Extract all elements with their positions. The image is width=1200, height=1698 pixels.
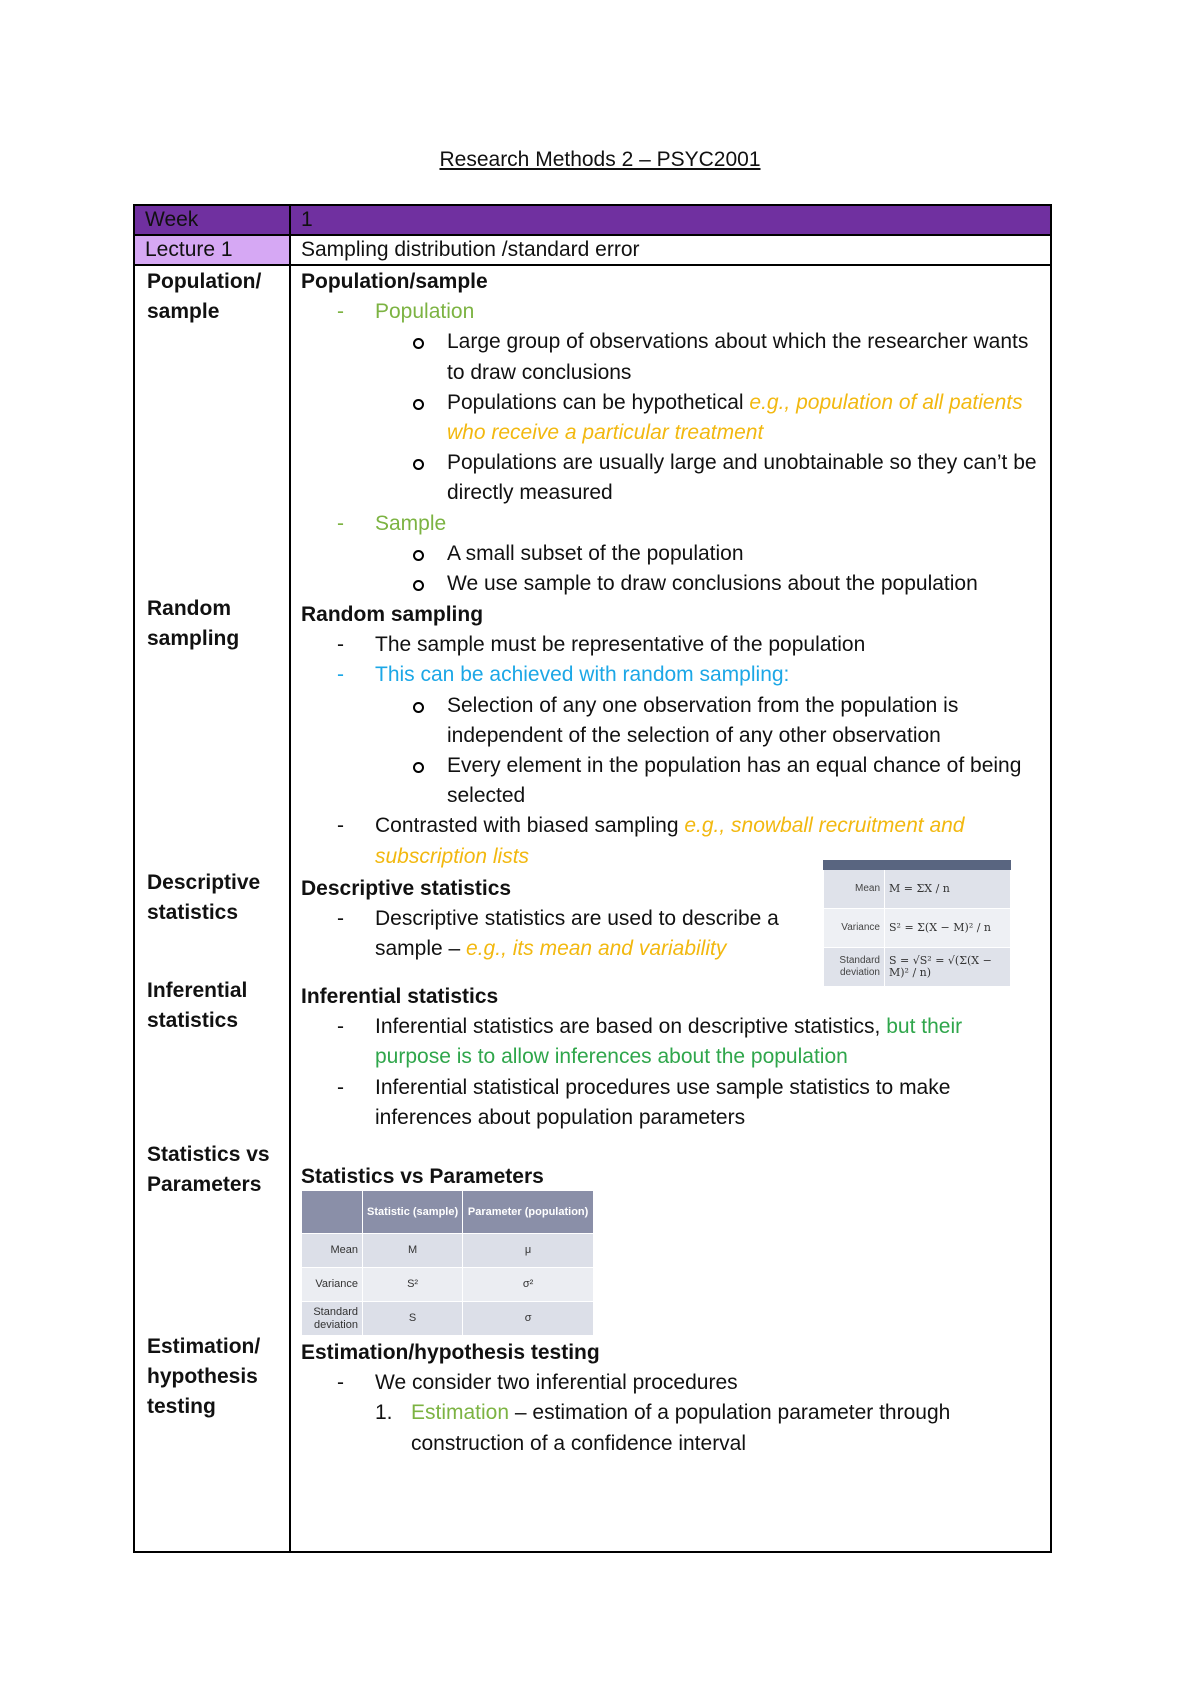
item-number: 1. (375, 1401, 393, 1425)
bullet-text: Descriptive statistics are used to describe a sample – (375, 907, 779, 961)
example-text: e.g., population of all patients who receive a particular treatment (447, 390, 1023, 445)
side-label-inferential: Inferential statistics (147, 979, 248, 1033)
section-heading: Estimation/hypothesis testing (301, 1341, 600, 1364)
week-row (134, 205, 1051, 235)
bullet-text: Populations can be hypothetical (447, 390, 750, 414)
sub-bullet: We use sample to draw conclusions about the population (301, 569, 1040, 599)
item-label: Estimation (411, 1401, 510, 1425)
parameter-cell: σ² (463, 1268, 594, 1302)
bullet: - Inferential statistical procedures use sample statistics to make inferences about population parameters (301, 1073, 1040, 1133)
sub-bullet (301, 388, 1040, 448)
example-text: e.g., snowball recruitment and subscription lists (375, 814, 965, 868)
bullet (301, 904, 805, 964)
row-label: Standard deviation (302, 1302, 363, 1336)
bullet: - The sample must be representative of the population (301, 630, 1040, 660)
topic-column (134, 265, 290, 1552)
bullet-text: Contrasted with biased sampling (375, 814, 685, 838)
formula-expression: M = ΣX / n (885, 870, 1011, 909)
section-heading: Statistics vs Parameters (301, 1165, 544, 1188)
section-heading: Random sampling (301, 603, 484, 626)
bullet: - This can be achieved with random sampling: (301, 660, 1040, 690)
statistic-cell: M (363, 1234, 463, 1268)
statistic-cell: S² (363, 1268, 463, 1302)
section-heading: Descriptive statistics (301, 877, 512, 900)
formula-row (824, 909, 1011, 948)
week-value: 1 (290, 205, 1051, 235)
content-row (134, 265, 1051, 1552)
side-label-stats-params: Statistics vs Parameters (147, 1143, 270, 1197)
sub-bullet: A small subset of the population (301, 539, 1040, 569)
section-heading: Population/sample (301, 270, 488, 293)
section-estimation (301, 1338, 1040, 1459)
bullet-text: Inferential statistics are based on descriptive statistics, (375, 1015, 887, 1039)
formula-label: Variance (824, 909, 885, 948)
lecture-label: Lecture 1 (134, 235, 290, 265)
lecture-row (134, 235, 1051, 265)
formula-expression: S² = Σ(X − M)² / n (885, 909, 1011, 948)
notes-column (290, 265, 1051, 1552)
bullet (301, 1012, 1040, 1072)
numbered-item (301, 1398, 1040, 1458)
parameter-cell: σ (463, 1302, 594, 1336)
bullet: - We consider two inferential procedures (301, 1368, 1040, 1398)
document-title: Research Methods 2 – PSYC2001 (439, 148, 761, 171)
lecture-notes-table (133, 204, 1052, 1553)
row-label: Mean (302, 1234, 363, 1268)
statistic-cell: S (363, 1302, 463, 1336)
table-row (302, 1302, 594, 1336)
col-parameter: Parameter (population) (463, 1191, 594, 1234)
section-heading: Inferential statistics (301, 985, 499, 1008)
section-population (301, 267, 1040, 599)
formula-table-image (823, 860, 1011, 987)
formula-row (824, 870, 1011, 909)
table-row (302, 1234, 594, 1268)
table-row (302, 1268, 594, 1302)
bullet-population: - Population (301, 297, 1040, 327)
side-label-descriptive: Descriptive statistics (147, 871, 261, 925)
col-statistic: Statistic (sample) (363, 1191, 463, 1234)
formula-label: Standard deviation (824, 948, 885, 987)
row-label: Variance (302, 1268, 363, 1302)
formula-expression: S = √S² = √(Σ(X − M)² / n) (885, 948, 1011, 987)
formula-row (824, 948, 1011, 987)
example-text: e.g., its mean and variability (466, 937, 727, 961)
bullet-sample: - Sample (301, 509, 1040, 539)
sub-bullet: Every element in the population has an equal chance of being selected (301, 751, 1040, 811)
stats-params-table-image (301, 1190, 594, 1336)
week-label: Week (134, 205, 290, 235)
lecture-title: Sampling distribution /standard error (290, 235, 1051, 265)
section-random-sampling (301, 600, 1040, 872)
section-inferential (301, 982, 1040, 1133)
highlight-text: but their purpose is to allow inferences about the population (375, 1015, 963, 1069)
side-label-random: Random sampling (147, 597, 240, 651)
sub-bullet: Populations are usually large and unobtainable so they can’t be directly measured (301, 448, 1040, 508)
section-stats-vs-params (301, 1162, 1040, 1331)
side-label-population: Population/ sample (147, 270, 262, 324)
item-text: – estimation of a population parameter through construction of a confidence interval (411, 1401, 951, 1455)
formula-label: Mean (824, 870, 885, 909)
side-label-estimation: Estimation/ hypothesis testing (147, 1335, 261, 1419)
parameter-cell: μ (463, 1234, 594, 1268)
sub-bullet: Large group of observations about which the researcher wants to draw conclusions (301, 327, 1040, 387)
sub-bullet: Selection of any one observation from the population is independent of the selection of any other observation (301, 691, 1040, 751)
